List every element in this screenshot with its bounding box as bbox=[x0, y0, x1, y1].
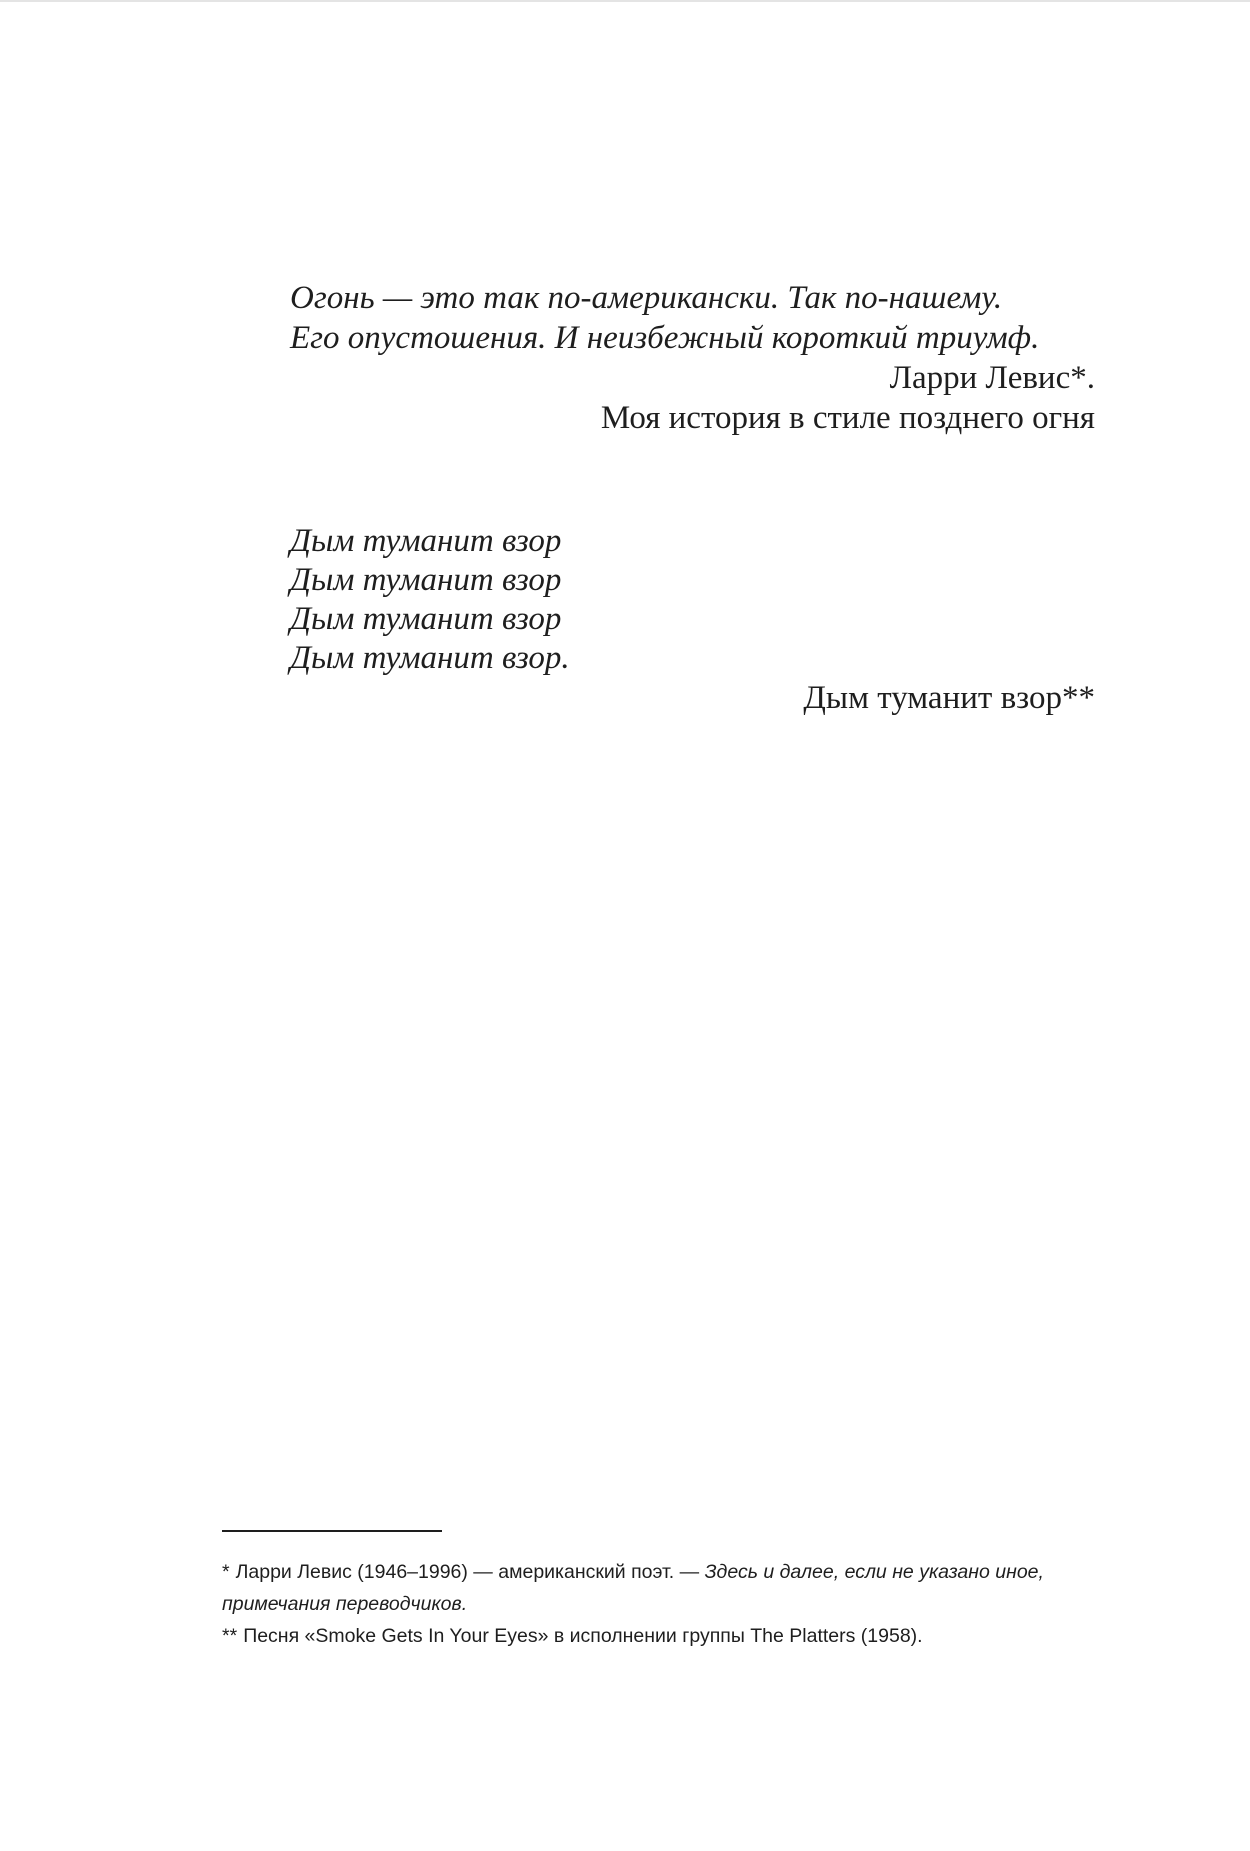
page-top-edge bbox=[0, 0, 1250, 2]
epigraph-line: Огонь — это так по-американски. Так по-нашему. bbox=[290, 280, 1003, 316]
song-line: Дым туманит взор bbox=[290, 562, 562, 598]
song-epigraph bbox=[290, 522, 1095, 718]
song-line: Дым туманит взор bbox=[290, 601, 562, 637]
footnote-divider bbox=[222, 1530, 442, 1532]
footnote-text: Песня «Smoke Gets In Your Eyes» в исполнении группы The Platters (1958). bbox=[243, 1625, 923, 1647]
epigraph-source: Моя история в стиле позднего огня bbox=[600, 400, 1095, 436]
footnote-text: Ларри Левис (1946–1996) — американский поэт. — bbox=[235, 1561, 705, 1583]
footnote-1 bbox=[222, 1556, 1102, 1620]
footnote-2 bbox=[222, 1620, 1102, 1652]
footnote-mark: * bbox=[222, 1561, 230, 1583]
footnote-italic-text: Здесь и далее, если не указано иное, примечания переводчиков. bbox=[222, 1561, 1044, 1615]
epigraph-author: Ларри Левис*. bbox=[889, 360, 1095, 396]
epigraph-line: Его опустошения. И неизбежный короткий триумф. bbox=[290, 320, 1040, 356]
footnote-mark: ** bbox=[222, 1625, 238, 1647]
song-line: Дым туманит взор bbox=[290, 523, 562, 559]
song-attribution: Дым туманит взор** bbox=[803, 680, 1095, 716]
footnotes bbox=[222, 1556, 1102, 1652]
song-line: Дым туманит взор. bbox=[290, 640, 570, 676]
epigraph bbox=[290, 278, 1095, 438]
